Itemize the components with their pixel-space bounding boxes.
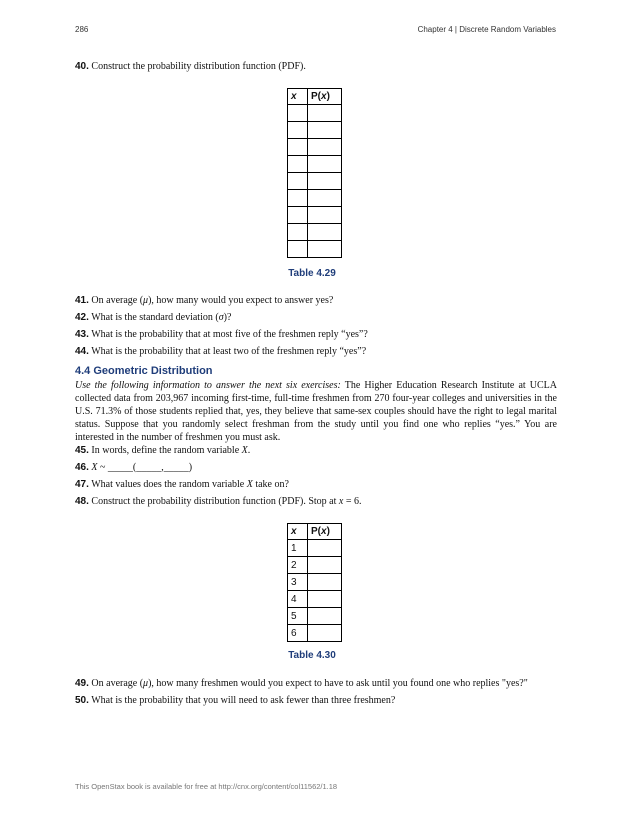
cell-x: 3 (288, 574, 308, 591)
section-heading: 4.4 Geometric Distribution (75, 365, 213, 377)
question-44 (75, 345, 560, 358)
table-row (288, 122, 342, 139)
cell-p-of-x (308, 105, 342, 122)
table-row (288, 574, 342, 591)
table-row (288, 540, 342, 557)
question-49: 49. On average (μ), how many freshmen would you expect to have to ask until you found one who replies "yes?" (75, 678, 528, 689)
cell-x (288, 190, 308, 207)
table-row (288, 591, 342, 608)
cell-p-of-x (308, 241, 342, 258)
cell-x (288, 241, 308, 258)
cell-x: 1 (288, 540, 308, 557)
table-row (288, 139, 342, 156)
table-row (288, 156, 342, 173)
table-caption-4-30: Table 4.30 (288, 650, 336, 661)
question-48: 48. Construct the probability distribution function (PDF). Stop at x = 6. (75, 496, 362, 507)
cell-p-of-x (308, 122, 342, 139)
chapter-title: Chapter 4 | Discrete Random Variables (417, 25, 556, 34)
table-row (288, 173, 342, 190)
question-number: 47. (75, 479, 89, 490)
table-row (288, 241, 342, 258)
question-text: What is the probability that at least two of the freshmen reply “yes”? (91, 346, 367, 357)
header-p-of-x: P(x) (308, 89, 342, 105)
header-x: x (288, 89, 308, 105)
cell-x: 2 (288, 557, 308, 574)
mu-symbol: μ (143, 678, 149, 689)
cell-x (288, 156, 308, 173)
question-number: 44. (75, 346, 89, 357)
table-body (288, 540, 342, 642)
question-number: 46. (75, 462, 89, 473)
question-number: 42. (75, 312, 89, 323)
cell-p-of-x (308, 190, 342, 207)
intro-lead: Use the following information to answer the next six exercises: (75, 380, 341, 391)
table-row (288, 608, 342, 625)
exercise-intro-paragraph (75, 379, 557, 444)
cell-p-of-x (308, 207, 342, 224)
table-caption-4-29: Table 4.29 (288, 268, 336, 279)
mu-symbol: μ (143, 295, 149, 306)
question-number: 40. (75, 61, 89, 72)
question-45: 45. In words, define the random variable X. (75, 445, 251, 456)
table-header-row (288, 524, 342, 540)
cell-x (288, 122, 308, 139)
cell-p-of-x (308, 591, 342, 608)
table-row (288, 557, 342, 574)
cell-x (288, 139, 308, 156)
cell-p-of-x (308, 224, 342, 241)
table-row (288, 207, 342, 224)
question-number: 49. (75, 678, 89, 689)
table-header-row (288, 89, 342, 105)
cell-p-of-x (308, 574, 342, 591)
table-row (288, 105, 342, 122)
page-header (75, 25, 556, 37)
table-row (288, 625, 342, 642)
intro-body: The Higher Education Research Institute at UCLA collected data from 203,967 incoming first-time, full-time freshmen from 270 four-year colleges and universities in the U.S. 71.3% of those students replied that, yes, they believe that same-sex couples should have the right to legal marital status. Suppose that you randomly select freshman from the study until you find one who replies “yes.” You are interested in the number of freshmen you must ask. (75, 380, 557, 443)
question-text: Construct the probability distribution function (PDF). (91, 61, 306, 72)
cell-p-of-x (308, 173, 342, 190)
question-text: What is the probability that at most five of the freshmen reply “yes”? (91, 329, 368, 340)
question-46: 46. X ~ _____(_____,_____) (75, 462, 193, 473)
question-43 (75, 328, 560, 341)
pdf-table-4-29 (287, 88, 342, 258)
question-41: 41. On average (μ), how many would you expect to answer yes? (75, 295, 334, 306)
cell-p-of-x (308, 139, 342, 156)
page-number: 286 (75, 25, 89, 34)
header-p-of-x: P(x) (308, 524, 342, 540)
pdf-table-4-30 (287, 523, 342, 642)
cell-x (288, 224, 308, 241)
question-50 (75, 694, 560, 707)
question-number: 45. (75, 445, 89, 456)
question-47: 47. What values does the random variable X take on? (75, 479, 289, 490)
cell-x: 6 (288, 625, 308, 642)
header-x: x (288, 524, 308, 540)
question-number: 48. (75, 496, 89, 507)
table-body (288, 105, 342, 258)
table-row (288, 190, 342, 207)
cell-x: 4 (288, 591, 308, 608)
cell-x (288, 105, 308, 122)
question-number: 41. (75, 295, 89, 306)
question-42: 42. What is the standard deviation (σ)? (75, 312, 232, 323)
cell-x: 5 (288, 608, 308, 625)
question-number: 43. (75, 329, 89, 340)
cell-p-of-x (308, 608, 342, 625)
page-footer: This OpenStax book is available for free at http://cnx.org/content/col11562/1.18 (75, 782, 338, 791)
question-text: What is the probability that you will need to ask fewer than three freshmen? (91, 695, 396, 706)
cell-p-of-x (308, 625, 342, 642)
table-row (288, 224, 342, 241)
cell-x (288, 173, 308, 190)
sigma-symbol: σ (218, 312, 224, 323)
cell-x (288, 207, 308, 224)
cell-p-of-x (308, 540, 342, 557)
cell-p-of-x (308, 557, 342, 574)
question-40 (75, 60, 560, 73)
question-number: 50. (75, 695, 89, 706)
cell-p-of-x (308, 156, 342, 173)
